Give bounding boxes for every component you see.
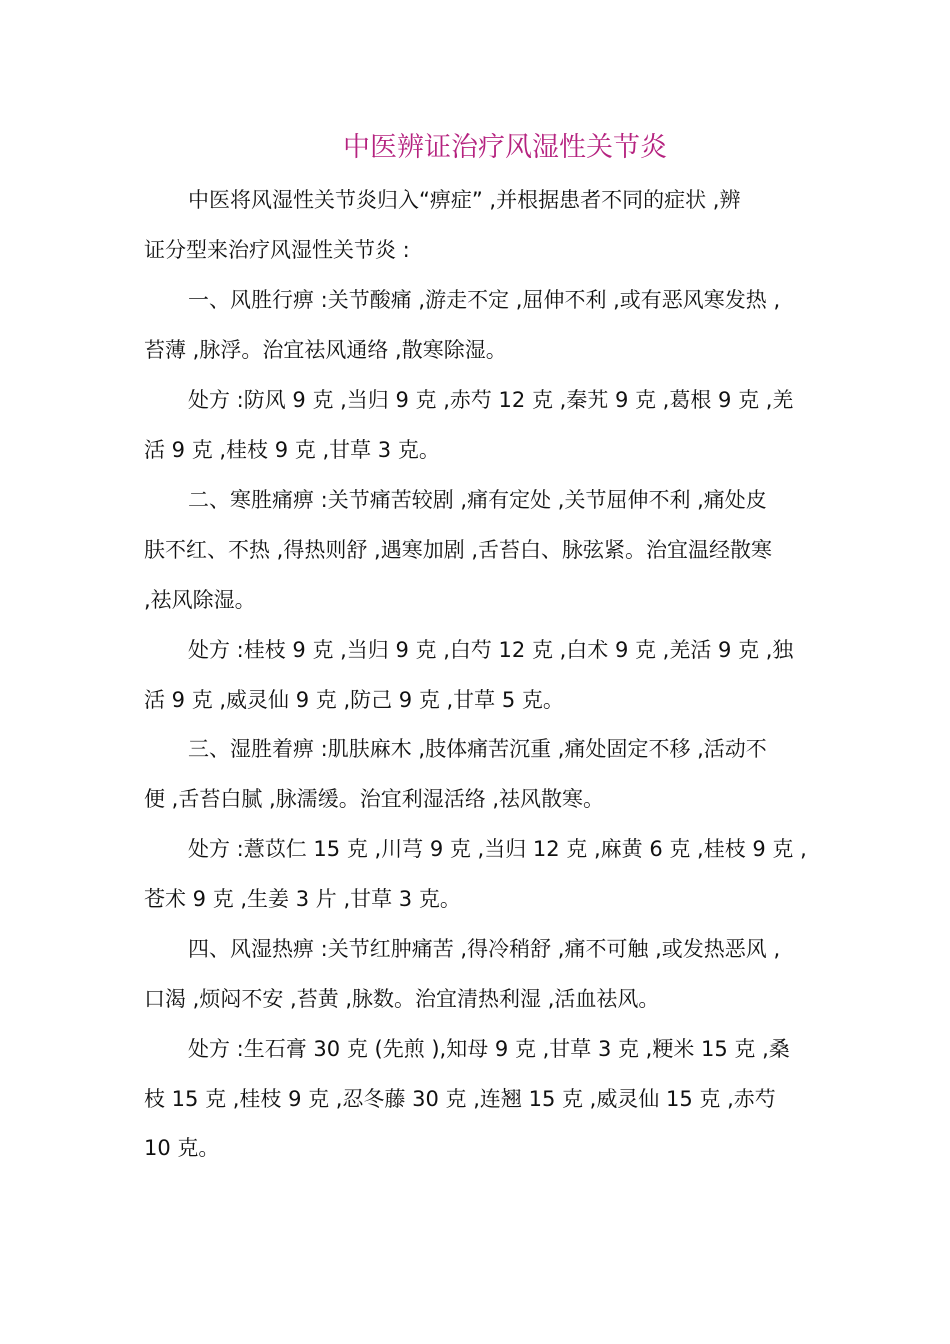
prescription-type4-line-1: 处方 :生石膏 30 克 (先煎 ),知母 9 克 ,甘草 3 克 ,粳米 15 克 ,桑 (188, 1037, 790, 1061)
paragraph-type3-line-1: 三、湿胜着痹 :肌肤麻木 ,肢体痛苦沉重 ,痛处固定不移 ,活动不 (188, 737, 767, 761)
paragraph-type3-line-2: 便 ,舌苔白腻 ,脉濡缓。治宜利湿活络 ,祛风散寒。 (144, 787, 605, 811)
prescription-type1-line-1: 处方 :防风 9 克 ,当归 9 克 ,赤芍 12 克 ,秦艽 9 克 ,葛根 9 克 ,羌 (188, 388, 794, 412)
paragraph-intro-line-2: 证分型来治疗风湿性关节炎 : (144, 238, 410, 262)
paragraph-type2-line-1: 二、寒胜痛痹 :关节痛苦较剧 ,痛有定处 ,关节屈伸不利 ,痛处皮 (188, 488, 767, 512)
prescription-type3-line-1: 处方 :薏苡仁 15 克 ,川芎 9 克 ,当归 12 克 ,麻黄 6 克 ,桂枝 9 克 , (188, 837, 807, 861)
paragraph-type4-line-2: 口渴 ,烦闷不安 ,苔黄 ,脉数。治宜清热利湿 ,活血祛风。 (144, 987, 660, 1011)
prescription-type4-line-3: 10 克。 (144, 1136, 220, 1160)
paragraph-intro-line-1: 中医将风湿性关节炎归入“痹症” ,并根据患者不同的症状 ,辨 (188, 188, 741, 212)
prescription-type3-line-2: 苍术 9 克 ,生姜 3 片 ,甘草 3 克。 (144, 887, 461, 911)
paragraph-type2-line-2: 肤不红、不热 ,得热则舒 ,遇寒加剧 ,舌苔白、脉弦紧。治宜温经散寒 (144, 538, 773, 562)
prescription-type4-line-2: 枝 15 克 ,桂枝 9 克 ,忍冬藤 30 克 ,连翘 15 克 ,威灵仙 15 克 ,赤芍 (144, 1087, 776, 1111)
prescription-type2-line-1: 处方 :桂枝 9 克 ,当归 9 克 ,白芍 12 克 ,白术 9 克 ,羌活 9 克 ,独 (188, 638, 794, 662)
paragraph-type1-line-1: 一、风胜行痹 :关节酸痛 ,游走不定 ,屈伸不利 ,或有恶风寒发热 , (188, 288, 781, 312)
paragraph-type1-line-2: 苔薄 ,脉浮。治宜祛风通络 ,散寒除湿。 (144, 338, 507, 362)
paragraph-type2-line-3: ,祛风除湿。 (144, 588, 256, 612)
prescription-type2-line-2: 活 9 克 ,威灵仙 9 克 ,防己 9 克 ,甘草 5 克。 (144, 688, 564, 712)
prescription-type1-line-2: 活 9 克 ,桂枝 9 克 ,甘草 3 克。 (144, 438, 440, 462)
paragraph-type4-line-1: 四、风湿热痹 :关节红肿痛苦 ,得冷稍舒 ,痛不可触 ,或发热恶风 , (188, 937, 781, 961)
document-title: 中医辨证治疗风湿性关节炎 (343, 132, 667, 163)
